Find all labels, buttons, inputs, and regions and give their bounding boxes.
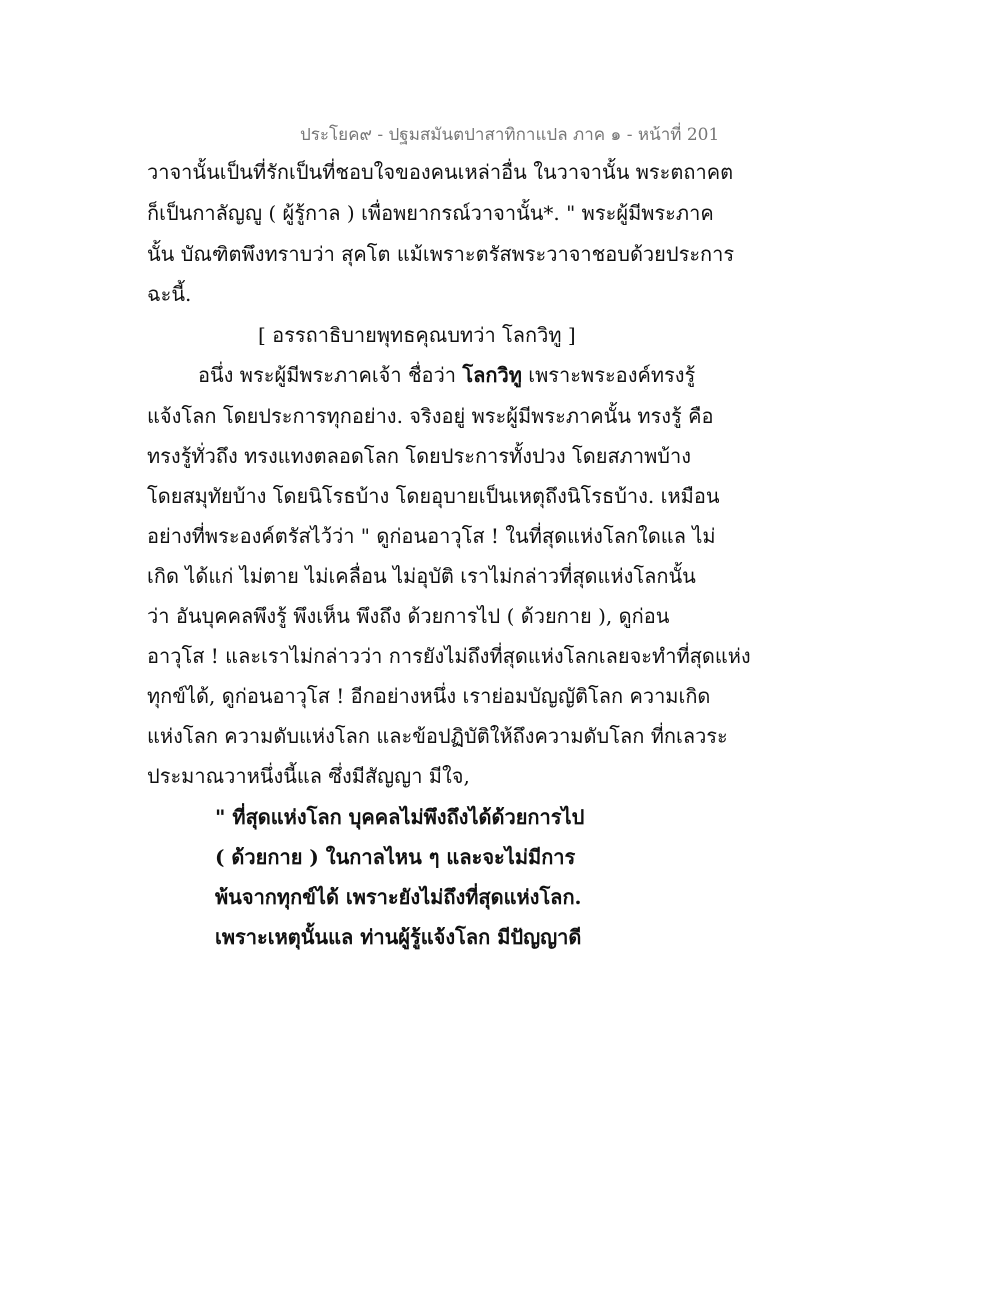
text-segment: อนึ่ง พระผู้มีพระภาคเจ้า ชื่อว่า xyxy=(198,363,463,387)
running-header: ประโยค๙ - ปฐมสมันตปาสาทิกาแปล ภาค ๑ - หน้าที่ 201 xyxy=(300,125,720,145)
paragraph-first-line xyxy=(198,355,695,395)
paragraph-line: ก็เป็นกาลัญญู ( ผู้รู้กาล ) เพื่อพยากรณ์วาจานั้น*. " พระผู้มีพระภาค xyxy=(147,201,714,225)
paragraph-line: แห่งโลก ความดับแห่งโลก และข้อปฏิบัติให้ถึงความดับโลก ที่กเลวระ xyxy=(147,724,728,748)
paragraph-line: อาวุโส ! และเราไม่กล่าวว่า การยังไม่ถึงที่สุดแห่งโลกเลยจะทำที่สุดแห่ง xyxy=(147,644,751,668)
text-segment: เพราะพระองค์ทรงรู้ xyxy=(521,363,696,387)
paragraph-line: อย่างที่พระองค์ตรัสไว้ว่า " ดูก่อนอาวุโส ! ในที่สุดแห่งโลกใดแล ไม่ xyxy=(147,524,716,548)
paragraph-line: ทุกข์ได้, ดูก่อนอาวุโส ! อีกอย่างหนึ่ง เราย่อมบัญญัติโลก ความเกิด xyxy=(147,684,711,708)
paragraph-line: แจ้งโลก โดยประการทุกอย่าง. จริงอยู่ พระผู้มีพระภาคนั้น ทรงรู้ คือ xyxy=(147,404,714,428)
paragraph-line: วาจานั้นเป็นที่รักเป็นที่ชอบใจของคนเหล่าอื่น ในวาจานั้น พระตถาคต xyxy=(147,160,734,184)
paragraph-line: นั้น บัณฑิตพึงทราบว่า สุคโต แม้เพราะตรัสพระวาจาชอบด้วยประการ xyxy=(147,242,735,266)
bold-term: โลกวิทู xyxy=(462,363,522,387)
paragraph-line: ว่า อันบุคคลพึงรู้ พึงเห็น พึงถึง ด้วยการไป ( ด้วยกาย ), ดูก่อน xyxy=(147,604,670,628)
verse-line: " ที่สุดแห่งโลก บุคคลไม่พึงถึงได้ด้วยการไป xyxy=(215,805,585,829)
verse-line: พ้นจากทุกข์ได้ เพราะยังไม่ถึงที่สุดแห่งโลก. xyxy=(215,885,582,909)
verse-line: เพราะเหตุนั้นแล ท่านผู้รู้แจ้งโลก มีปัญญาดี xyxy=(215,925,582,949)
paragraph-line: โดยสมุทัยบ้าง โดยนิโรธบ้าง โดยอุบายเป็นเหตุถึงนิโรธบ้าง. เหมือน xyxy=(147,484,720,508)
paragraph-line: เกิด ได้แก่ ไม่ตาย ไม่เคลื่อน ไม่อุบัติ เราไม่กล่าวที่สุดแห่งโลกนั้น xyxy=(147,564,696,588)
paragraph-line: ฉะนี้. xyxy=(147,282,192,306)
section-heading: [ อรรถาธิบายพุทธคุณบทว่า โลกวิทู ] xyxy=(258,323,576,347)
verse-line: ( ด้วยกาย ) ในกาลไหน ๆ และจะไม่มีการ xyxy=(215,845,576,869)
paragraph-line: ประมาณวาหนึ่งนี้แล ซึ่งมีสัญญา มีใจ, xyxy=(147,764,470,788)
paragraph-line: ทรงรู้ทั่วถึง ทรงแทงตลอดโลก โดยประการทั้งปวง โดยสภาพบ้าง xyxy=(147,444,691,468)
